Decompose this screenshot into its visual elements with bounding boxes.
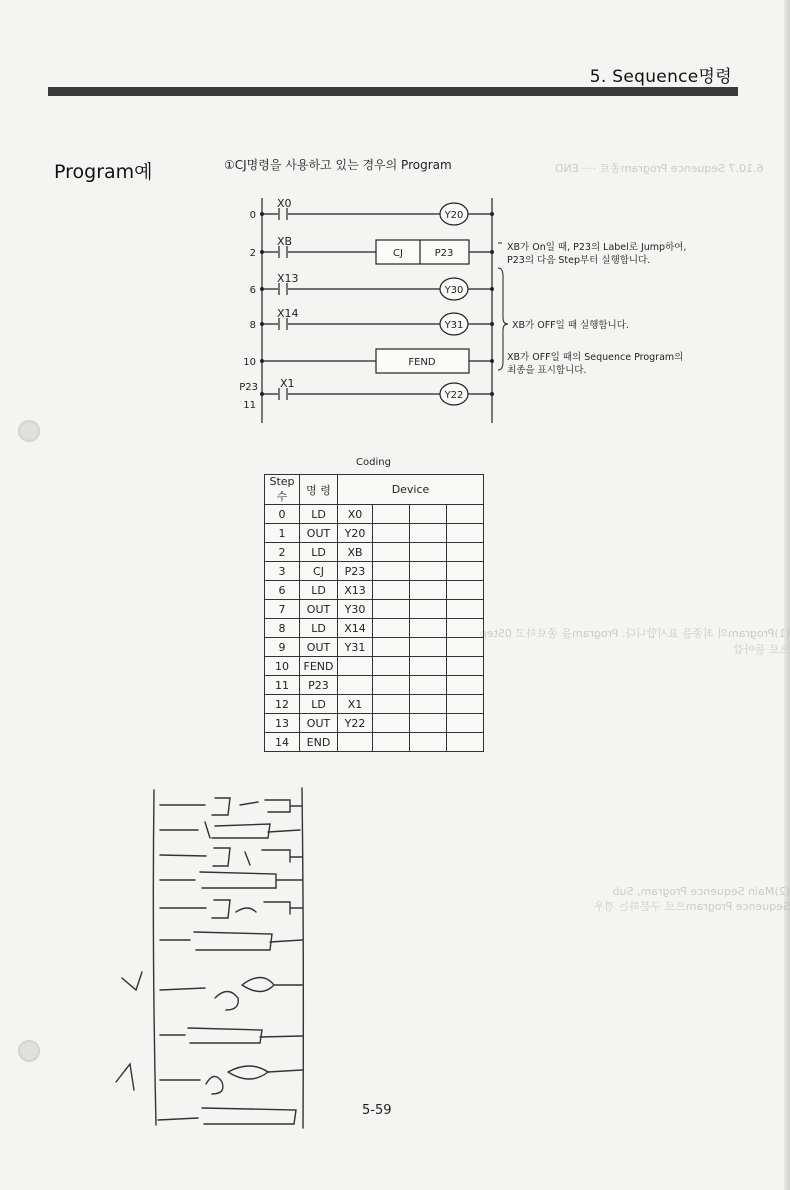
cell-instruction: OUT bbox=[300, 600, 338, 619]
step-number: 11 bbox=[243, 400, 256, 411]
coil-label: Y30 bbox=[444, 285, 464, 296]
cell-device: X1 bbox=[338, 695, 373, 714]
cell-step: 13 bbox=[265, 714, 300, 733]
cell-step: 10 bbox=[265, 657, 300, 676]
cell-instruction: CJ bbox=[300, 562, 338, 581]
page-number: 5-59 bbox=[362, 1103, 392, 1118]
coil-label: Y31 bbox=[444, 320, 464, 331]
note-fend: 최종을 표시합니다. bbox=[507, 365, 587, 376]
cell-device: P23 bbox=[338, 562, 373, 581]
cell-instruction: LD bbox=[300, 543, 338, 562]
note-jump: XB가 On일 때, P23의 Label로 Jump하여, bbox=[507, 242, 687, 253]
cell-instruction: P23 bbox=[300, 676, 338, 695]
instruction-label: CJ bbox=[393, 248, 403, 259]
coding-title: Coding bbox=[356, 457, 391, 468]
section-label: Program예 bbox=[54, 161, 153, 183]
cell-device: Y20 bbox=[338, 524, 373, 543]
cell-instruction: END bbox=[300, 733, 338, 752]
operand-label: P23 bbox=[434, 248, 454, 259]
bleed-through-text: (1)Program의 최종을 표시합니다. Program을 종료하고 0Step으로 돌아갑 bbox=[479, 627, 790, 656]
step-number: 8 bbox=[249, 320, 256, 331]
column-header-device: Device bbox=[338, 475, 484, 505]
cell-instruction: FEND bbox=[300, 657, 338, 676]
cell-device: X13 bbox=[338, 581, 373, 600]
chapter-title: 5. Sequence명령 bbox=[589, 67, 732, 87]
column-header-step: Step수 bbox=[265, 475, 300, 505]
cell-step: 1 bbox=[265, 524, 300, 543]
cell-instruction: LD bbox=[300, 619, 338, 638]
step-number: 0 bbox=[249, 210, 256, 221]
coil-label: Y22 bbox=[444, 390, 464, 401]
cell-step: 11 bbox=[265, 676, 300, 695]
contact-label: X1 bbox=[280, 377, 295, 390]
cell-instruction: OUT bbox=[300, 714, 338, 733]
contact-label: X13 bbox=[277, 272, 299, 285]
coil-label: Y20 bbox=[444, 210, 464, 221]
cell-device: Y31 bbox=[338, 638, 373, 657]
cell-instruction: OUT bbox=[300, 524, 338, 543]
bleed-through-text: 6.10.7 Sequence Program종료 ···· END bbox=[555, 162, 764, 175]
cell-step: 8 bbox=[265, 619, 300, 638]
instruction-label: FEND bbox=[408, 357, 436, 368]
cell-step: 3 bbox=[265, 562, 300, 581]
contact-label: XB bbox=[277, 235, 293, 248]
note-fend: XB가 OFF일 때의 Sequence Program의 bbox=[507, 352, 684, 363]
cell-device: XB bbox=[338, 543, 373, 562]
cell-instruction: LD bbox=[300, 695, 338, 714]
contact-label: X0 bbox=[277, 197, 292, 210]
cell-instruction: LD bbox=[300, 505, 338, 524]
cell-step: 9 bbox=[265, 638, 300, 657]
step-number: 10 bbox=[243, 357, 256, 368]
step-number: 2 bbox=[249, 248, 256, 259]
cell-step: 6 bbox=[265, 581, 300, 600]
bleed-through-text: (2)Main Sequence Program, Sub Sequence Program으로 구분하는 경우 bbox=[593, 885, 790, 913]
step-number: 6 bbox=[249, 285, 256, 296]
pointer-label: P23 bbox=[239, 382, 258, 393]
cell-instruction: OUT bbox=[300, 638, 338, 657]
column-header-instruction: 명 령 bbox=[300, 475, 338, 505]
note-off-exec: XB가 OFF일 때 실행합니다. bbox=[512, 320, 629, 331]
contact-label: X14 bbox=[277, 307, 299, 320]
cell-device: X0 bbox=[338, 505, 373, 524]
cell-step: 0 bbox=[265, 505, 300, 524]
cell-step: 14 bbox=[265, 733, 300, 752]
cell-device: Y22 bbox=[338, 714, 373, 733]
cell-step: 2 bbox=[265, 543, 300, 562]
cell-step: 12 bbox=[265, 695, 300, 714]
cell-instruction: LD bbox=[300, 581, 338, 600]
cell-step: 7 bbox=[265, 600, 300, 619]
figure-caption: ①CJ명령을 사용하고 있는 경우의 Program bbox=[224, 158, 452, 172]
cell-device: Y30 bbox=[338, 600, 373, 619]
note-jump: P23의 다음 Step부터 실행합니다. bbox=[507, 255, 651, 266]
cell-device: X14 bbox=[338, 619, 373, 638]
